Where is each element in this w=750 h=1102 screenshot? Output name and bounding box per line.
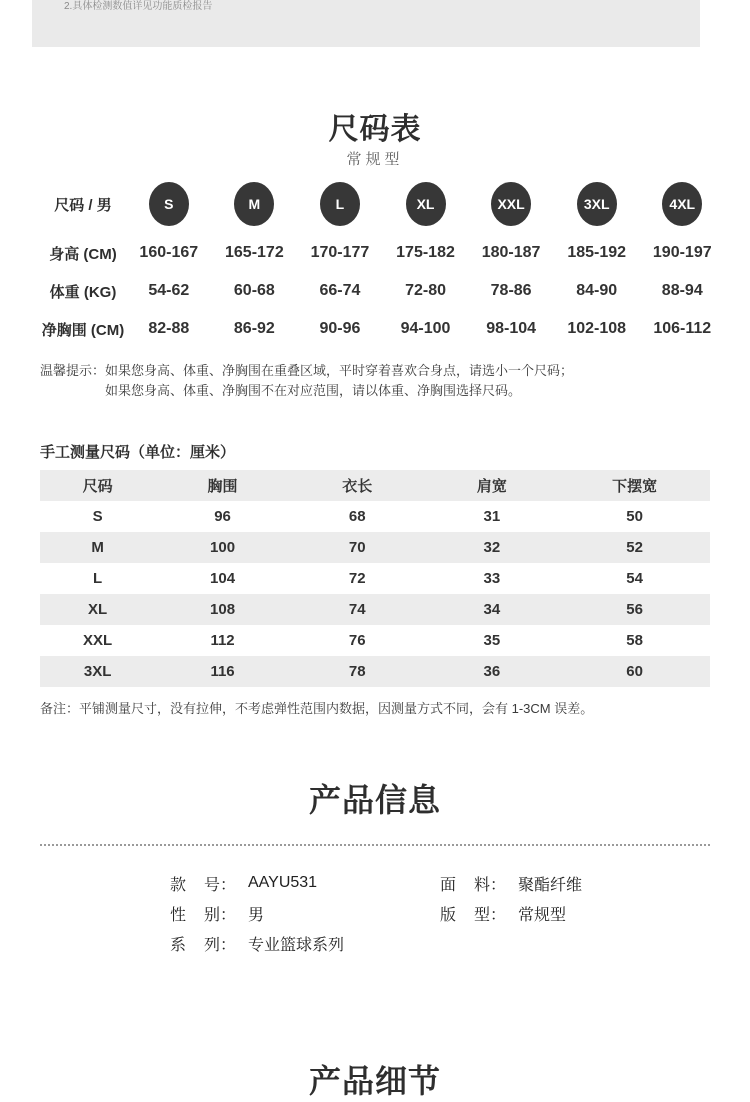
height-value: 185-192 [567, 244, 627, 261]
table-row: XL 108 74 34 56 [40, 594, 710, 625]
height-value: 170-177 [310, 244, 370, 261]
size-badge-3xl: 3XL [577, 182, 617, 226]
col-header-size: 尺码 [82, 478, 113, 495]
field-fabric: 面 料： 聚酯纤维 [440, 868, 582, 898]
measure-header-row [40, 470, 710, 501]
size-badge-xxl: XXL [491, 182, 531, 226]
product-fields-right [440, 868, 582, 928]
field-series: 系 列： 专业篮球系列 [170, 928, 344, 958]
height-value: 190-197 [652, 244, 712, 261]
chest-row [40, 310, 725, 348]
col-header-hem: 下摆宽 [612, 478, 658, 495]
table-row: S 96 68 31 50 [92, 508, 643, 525]
field-model-value: AAYU531 [248, 874, 318, 891]
field-gender: 性 别： 男 [170, 898, 344, 928]
col-header-length: 衣长 [342, 478, 373, 495]
chest-value: 106-112 [653, 320, 712, 337]
col-header-chest: 胸围 [207, 478, 238, 495]
field-fabric-value: 聚酯纤维 [518, 876, 583, 894]
size-badge-s: S [149, 182, 189, 226]
chest-value: 102-108 [567, 320, 627, 337]
size-row-label: 尺码 / 男 [54, 196, 112, 214]
quality-report-note-band [32, 0, 700, 47]
size-badge-l: L [320, 182, 360, 226]
height-value: 165-172 [225, 244, 284, 261]
weight-value: 54-62 [148, 282, 190, 299]
height-row-label: 身高 (CM) [49, 245, 117, 263]
weight-row [40, 272, 725, 310]
chest-value: 82-88 [148, 320, 190, 337]
table-row: 3XL 116 78 36 60 [40, 656, 710, 687]
chest-value: 98-104 [486, 320, 537, 337]
size-badge-4xl: 4XL [662, 182, 702, 226]
quality-report-note: 2.具体检测数值详见功能质检报告 [64, 1, 213, 12]
weight-value: 66-74 [319, 282, 361, 299]
weight-value: 78-86 [490, 282, 532, 299]
product-details-title: 产品细节 [308, 1063, 441, 1099]
col-header-shoulder: 肩宽 [476, 478, 507, 495]
field-model: 款 号： AAYU531 [170, 874, 318, 894]
size-chart-title: 尺码表 [328, 113, 422, 146]
size-badge-m: M [234, 182, 274, 226]
measure-table [40, 470, 710, 687]
weight-value: 84-90 [576, 282, 618, 299]
warm-tips-line2: 如果您身高、体重、净胸围不在对应范围，请以体重、净胸围选择尺码。 [105, 383, 522, 398]
weight-value: 88-94 [661, 282, 703, 299]
size-badge-xl: XL [406, 182, 446, 226]
warm-tips-line1: 如果您身高、体重、净胸围在重叠区域，平时穿着喜欢合身点，请选小一个尺码； [105, 363, 574, 378]
field-fit: 版 型： 常规型 [440, 898, 582, 928]
height-value: 175-182 [396, 244, 455, 261]
size-row [40, 182, 725, 226]
measure-note: 备注：平铺测量尺寸，没有拉伸，不考虑弹性范围内数据，因测量方式不同，会有 1-3CM 误差。 [40, 701, 594, 716]
field-gender-value: 男 [248, 906, 265, 924]
table-row: L 104 72 33 54 [93, 570, 643, 587]
warm-tips [40, 361, 720, 401]
warm-tips-label: 温馨提示： [40, 363, 106, 378]
warm-tips-text [105, 361, 573, 401]
product-info-title: 产品信息 [308, 782, 441, 818]
measure-table-title: 手工测量尺码（单位：厘米） [40, 444, 236, 461]
chest-value: 86-92 [233, 320, 275, 337]
height-value: 180-187 [481, 244, 541, 261]
chest-value: 94-100 [400, 320, 451, 337]
height-value: 160-167 [139, 244, 199, 261]
field-series-value: 专业篮球系列 [248, 936, 345, 954]
weight-value: 60-68 [233, 282, 275, 299]
weight-value: 72-80 [405, 282, 446, 299]
size-chart [40, 182, 725, 348]
weight-row-label: 体重 (KG) [49, 283, 117, 301]
dotted-divider [40, 844, 710, 846]
chest-row-label: 净胸围 (CM) [41, 321, 125, 339]
table-row: M 100 70 32 52 [40, 532, 710, 563]
chest-value: 90-96 [319, 320, 361, 337]
size-chart-subtitle: 常规型 [346, 151, 404, 168]
height-row [40, 234, 725, 272]
field-fit-value: 常规型 [518, 906, 567, 924]
product-fields-left [170, 868, 344, 958]
table-row: XXL 112 76 35 58 [83, 632, 643, 649]
